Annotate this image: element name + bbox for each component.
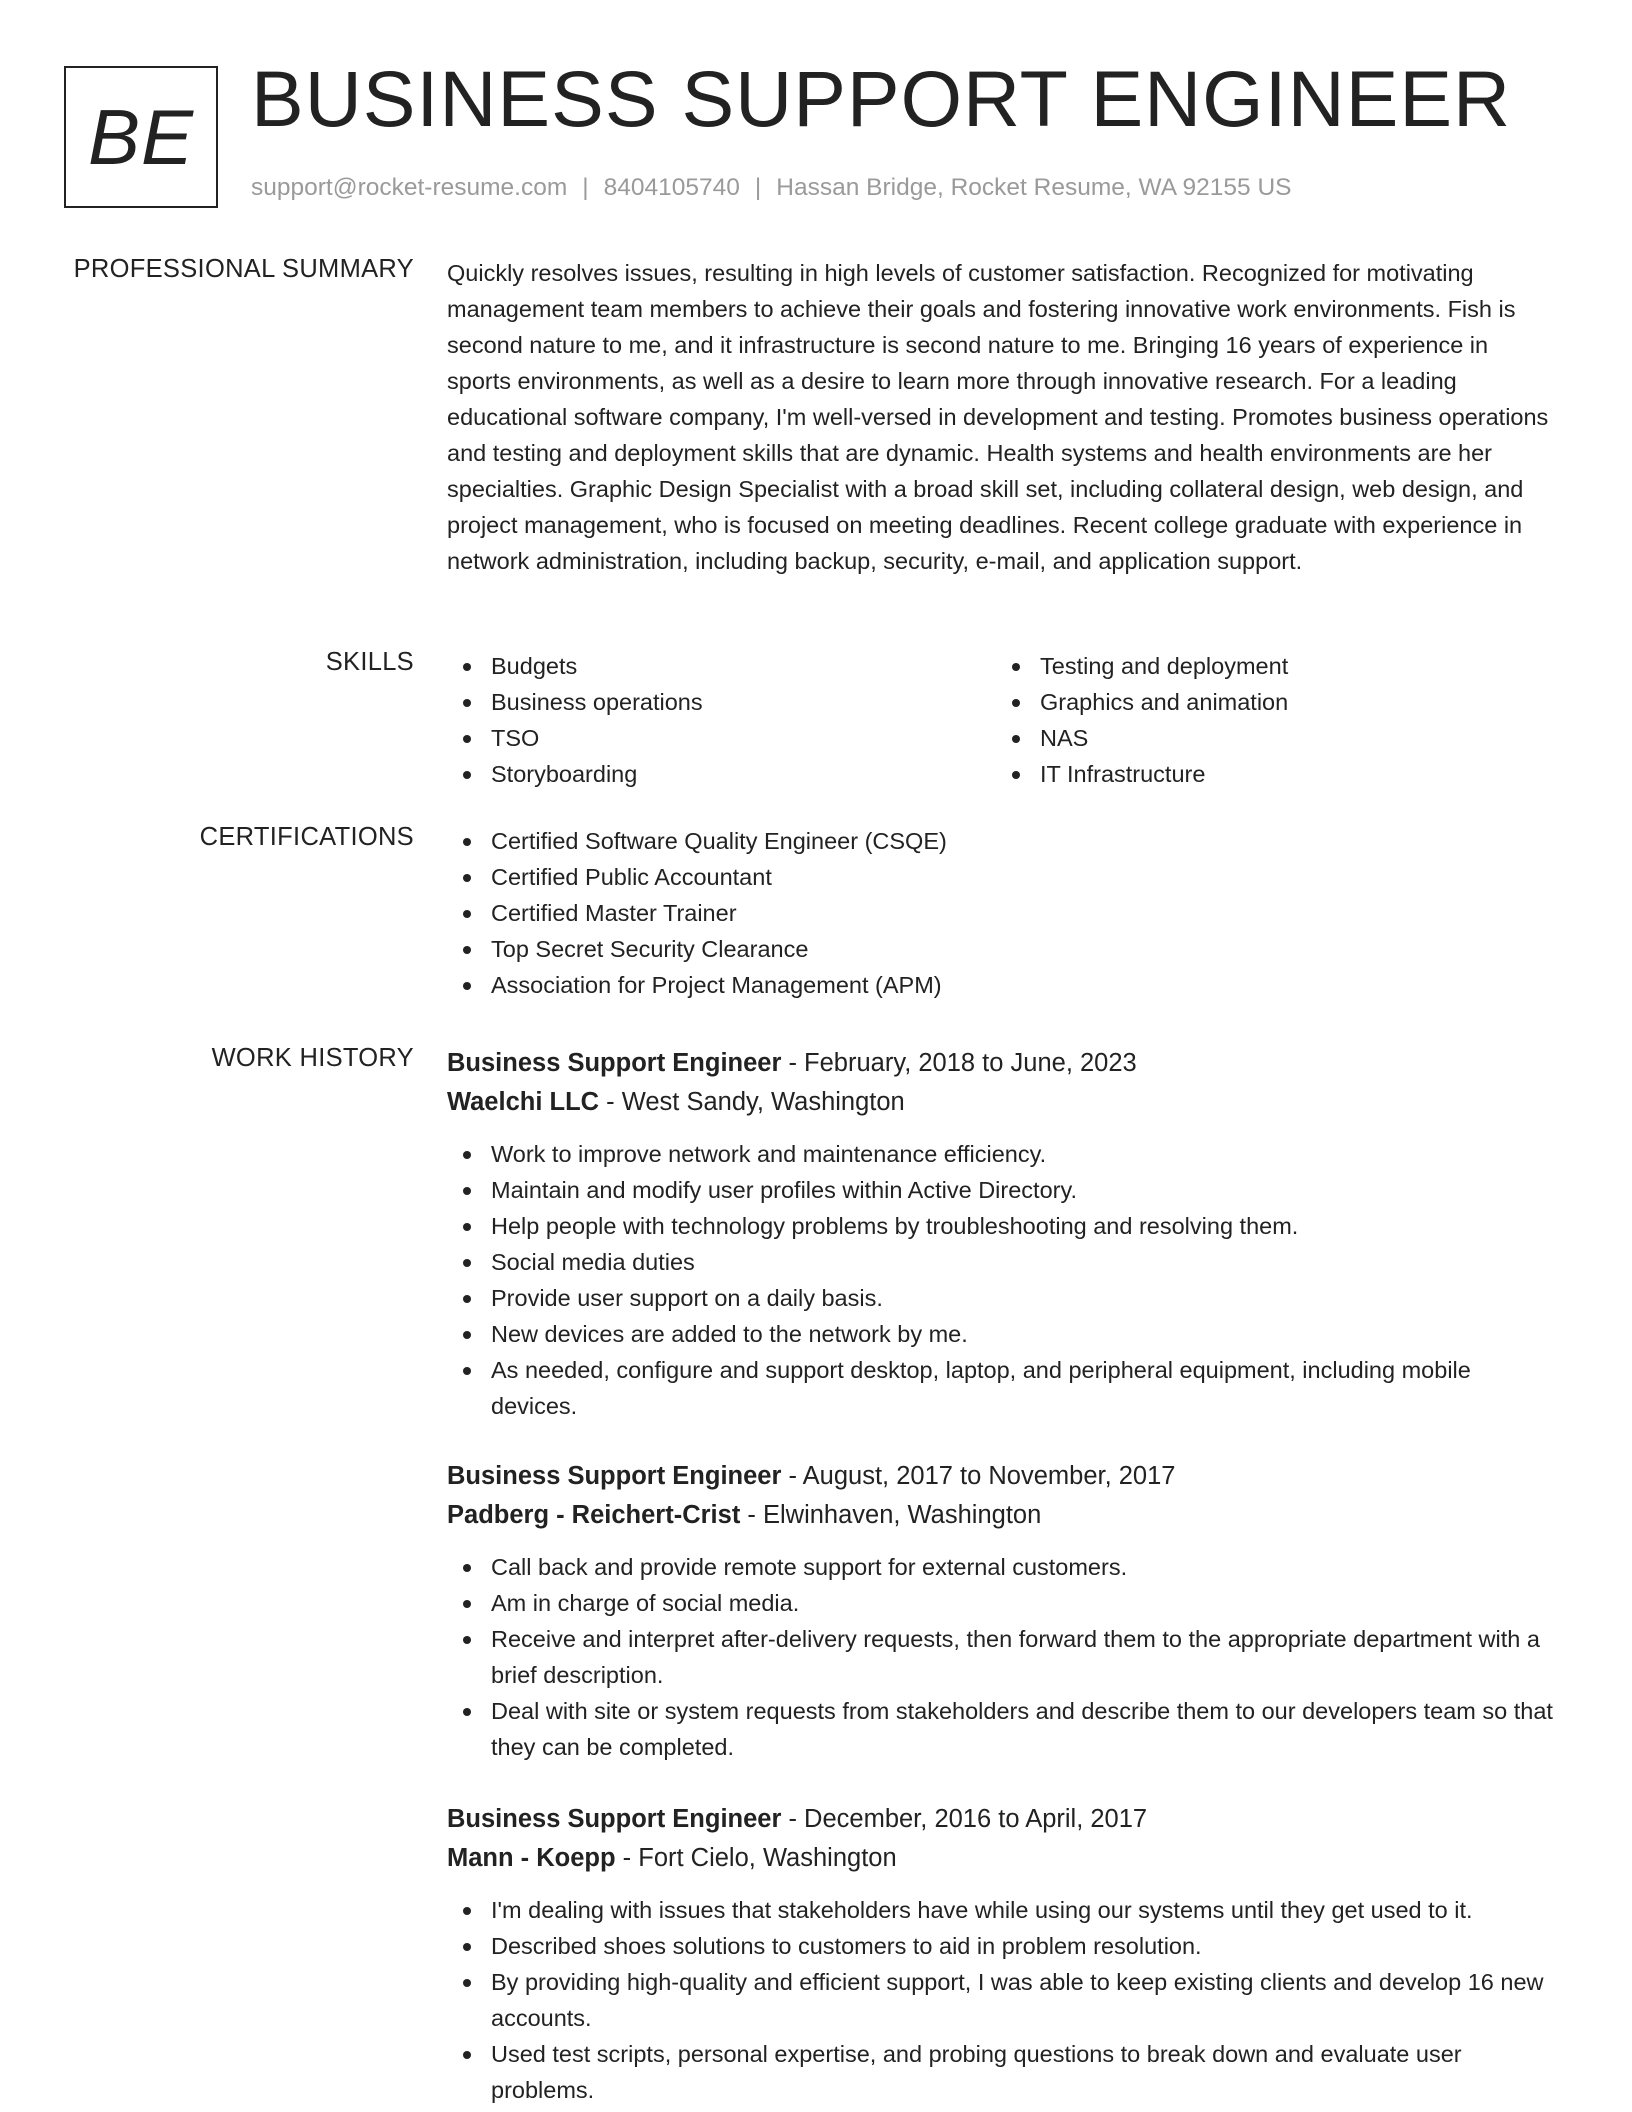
job-duty-item: Maintain and modify user profiles within Active Directory. <box>491 1172 1557 1208</box>
skills-list-right <box>996 648 1545 792</box>
certification-item: Certified Software Quality Engineer (CSQE) <box>491 823 1557 859</box>
summary-body <box>447 255 1557 579</box>
job-title: Business Support Engineer <box>447 1462 782 1490</box>
job-duty-item: Social media duties <box>491 1244 1557 1280</box>
job-company: Waelchi LLC <box>447 1088 600 1116</box>
skills-body <box>447 648 1557 792</box>
job-location: - Fort Cielo, Washington <box>615 1844 897 1872</box>
job-duty-item: Work to improve network and maintenance efficiency. <box>491 1136 1557 1172</box>
certifications-list <box>447 823 1557 1003</box>
job-duty-item: Call back and provide remote support for external customers. <box>491 1549 1557 1585</box>
contact-separator: | <box>754 174 762 201</box>
section-heading-summary: PROFESSIONAL SUMMARY <box>73 255 414 283</box>
job-company: Padberg - Reichert-Crist <box>447 1501 741 1529</box>
job-duty-item: Described shoes solutions to customers to aid in problem resolution. <box>491 1928 1557 1964</box>
job-duty-item: As needed, configure and support desktop, laptop, and peripheral equipment, including mobile devices. <box>491 1352 1557 1424</box>
skill-item: Graphics and animation <box>1040 684 1545 720</box>
job-duty-item: Provide user support on a daily basis. <box>491 1280 1557 1316</box>
contact-email[interactable]: support@rocket-resume.com <box>251 174 568 201</box>
job-duties-list <box>447 1892 1557 2108</box>
job-location: - Elwinhaven, Washington <box>740 1501 1042 1529</box>
job-dates: - December, 2016 to April, 2017 <box>781 1805 1148 1833</box>
job-duties-list <box>447 1549 1557 1765</box>
certification-item: Top Secret Security Clearance <box>491 931 1557 967</box>
job-duty-item: I'm dealing with issues that stakeholders have while using our systems until they get used to it. <box>491 1892 1557 1928</box>
skills-column-right <box>996 648 1545 792</box>
job-title-line <box>447 1457 1557 1495</box>
contact-phone[interactable]: 8404105740 <box>603 174 740 201</box>
certification-item: Certified Master Trainer <box>491 895 1557 931</box>
job-company-line <box>447 1082 1557 1122</box>
skills-grid <box>447 648 1557 792</box>
job-entry <box>447 1800 1557 2108</box>
job-title: Business Support Engineer <box>447 1049 782 1077</box>
job-location: - West Sandy, Washington <box>599 1088 905 1116</box>
job-dates: - August, 2017 to November, 2017 <box>781 1462 1176 1490</box>
skills-column-left <box>447 648 996 792</box>
skill-item: Business operations <box>491 684 996 720</box>
job-duty-item: Help people with technology problems by troubleshooting and resolving them. <box>491 1208 1557 1244</box>
resume-title: BUSINESS SUPPORT ENGINEER <box>251 54 1512 143</box>
section-heading-skills: SKILLS <box>325 648 414 676</box>
skill-item: TSO <box>491 720 996 756</box>
job-duty-item: Used test scripts, personal expertise, and probing questions to break down and evaluate user problems. <box>491 2036 1557 2108</box>
job-duty-item: Receive and interpret after-delivery requests, then forward them to the appropriate department with a brief description. <box>491 1621 1557 1693</box>
skill-item: Budgets <box>491 648 996 684</box>
job-dates: - February, 2018 to June, 2023 <box>781 1049 1137 1077</box>
skill-item: Storyboarding <box>491 756 996 792</box>
section-heading-work-history: WORK HISTORY <box>211 1044 414 1072</box>
certification-item: Association for Project Management (APM) <box>491 967 1557 1003</box>
job-duty-item: By providing high-quality and efficient support, I was able to keep existing clients and develop 16 new accounts. <box>491 1964 1557 2036</box>
certifications-body <box>447 823 1557 1003</box>
job-entry <box>447 1044 1557 1424</box>
skill-item: Testing and deployment <box>1040 648 1545 684</box>
job-title-line <box>447 1800 1557 1838</box>
contact-separator: | <box>582 174 589 201</box>
contact-address: Hassan Bridge, Rocket Resume, WA 92155 US <box>776 174 1292 201</box>
certification-item: Certified Public Accountant <box>491 859 1557 895</box>
job-title-line <box>447 1044 1557 1082</box>
skills-list-left <box>447 648 996 792</box>
job-duty-item: Am in charge of social media. <box>491 1585 1557 1621</box>
job-duties-list <box>447 1136 1557 1424</box>
skill-item: IT Infrastructure <box>1040 756 1545 792</box>
job-duty-item: Deal with site or system requests from stakeholders and describe them to our developers team so that they can be completed. <box>491 1693 1557 1765</box>
summary-text: Quickly resolves issues, resulting in high levels of customer satisfaction. Recognized for motivating management team members to achieve their goals and fostering innovative work environments. Fish is second nature to me, and it infrastructure is second nature to me. Bringing 16 years of experience in sports environments, as well as a desire to learn more through innovative research. For a leading educational software company, I'm well-versed in development and testing. Promotes business operations and testing and deployment skills that are dynamic. Health systems and health environments are her specialties. Graphic Design Specialist with a broad skill set, including collateral design, web design, and project management, who is focused on meeting deadlines. Recent college graduate with experience in network administration, including backup, security, e-mail, and application support. <box>447 260 1549 574</box>
job-duty-item: New devices are added to the network by me. <box>491 1316 1557 1352</box>
job-entry <box>447 1457 1557 1765</box>
job-company-line <box>447 1495 1557 1535</box>
monogram-logo: BE <box>64 66 218 208</box>
job-company-line <box>447 1838 1557 1878</box>
job-title: Business Support Engineer <box>447 1805 782 1833</box>
job-company: Mann - Koepp <box>447 1844 616 1872</box>
section-heading-certifications: CERTIFICATIONS <box>199 823 414 851</box>
contact-line <box>251 174 1291 202</box>
skill-item: NAS <box>1040 720 1545 756</box>
